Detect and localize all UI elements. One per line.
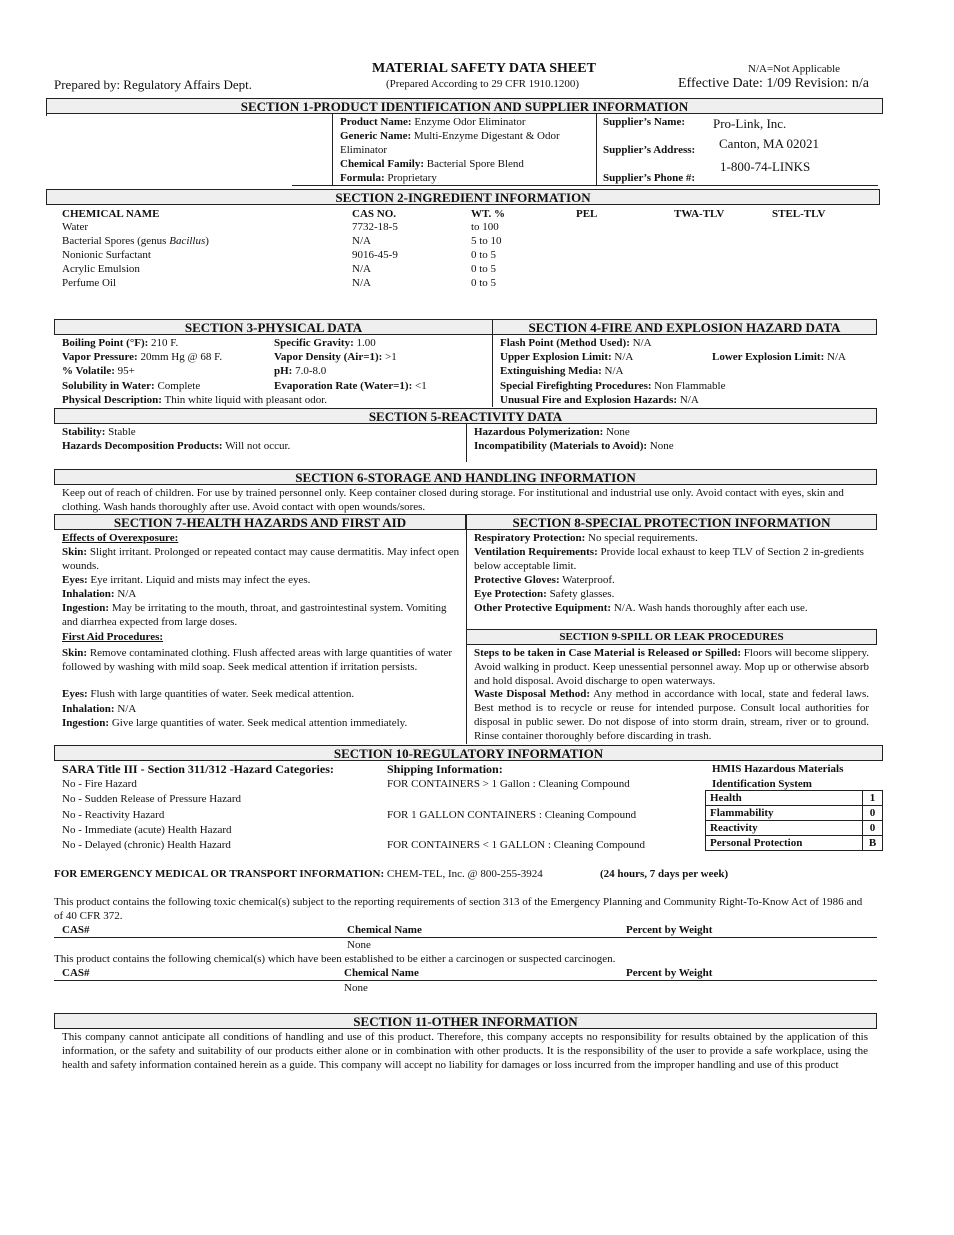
hazardous-polymerization: Hazardous Polymerization: None: [474, 426, 630, 438]
emergency-info: FOR EMERGENCY MEDICAL OR TRANSPORT INFORMATION: CHEM-TEL, Inc. @ 800-255-3924: [54, 868, 543, 880]
section-1-title: SECTION 1-PRODUCT IDENTIFICATION AND SUPPLIER INFORMATION: [46, 98, 883, 114]
supplier-name: Pro-Link, Inc.: [713, 116, 787, 131]
first-aid-heading: First Aid Procedures:: [62, 631, 164, 643]
sara-item: No - Reactivity Hazard: [62, 809, 165, 821]
ingredient-name: Acrylic Emulsion: [62, 263, 140, 275]
percent-header: Percent by Weight: [626, 967, 713, 979]
ingredient-wt: 5 to 10: [471, 235, 502, 247]
shipping-item: FOR 1 GALLON CONTAINERS : Cleaning Compound: [387, 809, 637, 821]
ingredient-cas: N/A: [352, 235, 371, 247]
divider: [54, 937, 877, 938]
boiling-point: Boiling Point (°F): 210 F.: [62, 337, 179, 349]
sara-heading: SARA Title III - Section 311/312 -Hazard Categories:: [62, 762, 334, 776]
first-aid-skin: Skin: Remove contaminated clothing. Flush affected areas with large quantities of water followed by washing with mild soap. Seek medical attention if irritation persists.: [62, 647, 453, 673]
supplier-address: Canton, MA 02021: [719, 136, 820, 151]
carcinogen-statement: This product contains the following chemical(s) which have been established to be either a carcinogen or suspected carcinogen.: [54, 953, 616, 965]
chemical-name-header: Chemical Name: [344, 967, 419, 979]
hmis-row: [706, 806, 883, 821]
specific-gravity: Specific Gravity: 1.00: [274, 337, 376, 349]
first-aid-eyes: Eyes: Flush with large quantities of water. Seek medical attention.: [62, 688, 355, 700]
hmis-value: 0: [863, 821, 883, 836]
spill-steps: Steps to be taken in Case Material is Released or Spilled: Floors will become slippery. Avoid walking in product. Keep unessential personnel away. Mop up or otherwise absorb and hold disposal. Avoid discharge to open waterways.: [474, 647, 869, 687]
col-pel: PEL: [576, 208, 598, 220]
effects-heading: Effects of Overexposure:: [62, 532, 179, 544]
ventilation: Ventilation Requirements: Provide local exhaust to keep TLV of Section 2 in-gredients below acceptable limit.: [474, 546, 864, 572]
hmis-label: Flammability: [706, 806, 863, 821]
upper-explosion-limit: Upper Explosion Limit: N/A: [500, 351, 634, 363]
stability: Stability: Stable: [62, 426, 136, 438]
respiratory-protection: Respiratory Protection: No special requirements.: [474, 532, 698, 544]
unusual-hazards: Unusual Fire and Explosion Hazards: N/A: [500, 394, 699, 406]
effective-date: Effective Date: 1/09 Revision: n/a: [678, 76, 870, 91]
lower-explosion-limit: Lower Explosion Limit: N/A: [712, 351, 846, 363]
ingredient-cas: 9016-45-9: [352, 249, 398, 261]
hmis-heading: HMIS Hazardous Materials: [712, 763, 844, 775]
ingredient-wt: 0 to 5: [471, 263, 497, 275]
ingredient-wt: 0 to 5: [471, 277, 497, 289]
col-twa: TWA-TLV: [674, 208, 725, 220]
divider: [596, 114, 597, 186]
special-firefighting: Special Firefighting Procedures: Non Flammable: [500, 380, 726, 392]
shipping-heading: Shipping Information:: [387, 762, 503, 776]
supplier-name-label: Supplier’s Name:: [603, 116, 685, 128]
toxic-statement: This product contains the following toxic chemical(s) subject to the reporting requirements of section 313 of the Emergency Planning and Community Right-To-Know Act of 1986 and of 40 CFR 372.: [54, 896, 863, 922]
divider: [466, 424, 467, 462]
effects-eyes: Eyes: Eye irritant. Liquid and mists may infect the eyes.: [62, 574, 311, 586]
hmis-value: 1: [863, 791, 883, 806]
protective-gloves: Protective Gloves: Waterproof.: [474, 574, 615, 586]
generic-name-cont: Eliminator: [340, 144, 388, 156]
hmis-row: [706, 791, 883, 806]
sara-item: No - Fire Hazard: [62, 778, 137, 790]
section-11-title: SECTION 11-OTHER INFORMATION: [54, 1013, 877, 1029]
toxic-none: None: [347, 939, 371, 951]
waste-disposal: Waste Disposal Method: Any method in accordance with local, state and federal laws. Best method is to recycle or reuse for intended purpose. Consult local authorities for disposal in public sewer. Do not dispose of into storm drain, stream, river or to ground. Rinse container thoroughly before discarding in trash.: [474, 688, 870, 742]
section-6-title: SECTION 6-STORAGE AND HANDLING INFORMATION: [54, 469, 877, 485]
cas-header: CAS#: [62, 924, 90, 936]
document-subtitle: (Prepared According to 29 CFR 1910.1200): [386, 78, 580, 90]
divider: [492, 335, 493, 407]
ingredient-wt: 0 to 5: [471, 249, 497, 261]
section-4-title: SECTION 4-FIRE AND EXPLOSION HAZARD DATA: [492, 319, 877, 335]
supplier-phone: 1-800-74-LINKS: [720, 159, 811, 174]
generic-name: Generic Name: Multi-Enzyme Digestant & Odor: [340, 130, 560, 142]
col-stel: STEL-TLV: [772, 208, 826, 220]
ingredient-cas: N/A: [352, 277, 371, 289]
col-chemical-name: CHEMICAL NAME: [62, 208, 160, 220]
extinguishing-media: Extinguishing Media: N/A: [500, 365, 624, 377]
hmis-label: Health: [706, 791, 863, 806]
ingredient-name: Water: [62, 221, 88, 233]
other-information-text: This company cannot anticipate all conditions of handling and use of this product. Therefore, this company accepts no responsibility for results obtained by the application of this information, or the safety and suitability of our products either alone or in combination with other products. It is the responsibility of the user to provide a safe workplace, using the health and safety information contained herein as a guide. This company will accept no liability for damages or loss incurred from the improper handling and use of this product: [62, 1031, 868, 1071]
hmis-value: 0: [863, 806, 883, 821]
physical-description: Physical Description: Thin white liquid with pleasant odor.: [62, 394, 328, 406]
shipping-item: FOR CONTAINERS < 1 GALLON : Cleaning Compound: [387, 839, 646, 851]
ingredient-cas: N/A: [352, 263, 371, 275]
section-2-title: SECTION 2-INGREDIENT INFORMATION: [46, 189, 880, 205]
vapor-pressure: Vapor Pressure: 20mm Hg @ 68 F.: [62, 351, 223, 363]
cas-header: CAS#: [62, 967, 90, 979]
ingredient-cas: 7732-18-5: [352, 221, 398, 233]
section-3-title: SECTION 3-PHYSICAL DATA: [54, 319, 493, 335]
storage-text: Keep out of reach of children. For use by trained personnel only. Keep container closed during storage. For institutional and industrial use only. Avoid contact with eyes, skin and clothing. Wash hands thoroughly after use. Avoid contact with open wounds/sores.: [62, 487, 844, 513]
section-5-title: SECTION 5-REACTIVITY DATA: [54, 408, 877, 424]
flash-point: Flash Point (Method Used): N/A: [500, 337, 652, 349]
product-name: Product Name: Enzyme Odor Eliminator: [340, 116, 526, 128]
decomposition-products: Hazards Decomposition Products: Will not occur.: [62, 440, 291, 452]
eye-protection: Eye Protection: Safety glasses.: [474, 588, 615, 600]
effects-skin: Skin: Slight irritant. Prolonged or repeated contact may cause dermatitis. May infect open wounds.: [62, 546, 460, 572]
ph: pH: 7.0-8.0: [274, 365, 327, 377]
document-title: MATERIAL SAFETY DATA SHEET: [372, 61, 596, 76]
emergency-hours: (24 hours, 7 days per week): [600, 868, 729, 880]
divider: [46, 114, 47, 116]
ingredient-name: Perfume Oil: [62, 277, 117, 289]
sara-item: No - Immediate (acute) Health Hazard: [62, 824, 232, 836]
supplier-address-label: Supplier’s Address:: [603, 144, 696, 156]
volatile: % Volatile: 95+: [62, 365, 135, 377]
na-note: N/A=Not Applicable: [748, 63, 841, 75]
hmis-value: B: [863, 836, 883, 851]
sara-item: No - Sudden Release of Pressure Hazard: [62, 793, 241, 805]
hmis-label: Personal Protection: [706, 836, 863, 851]
solubility: Solubility in Water: Complete: [62, 380, 201, 392]
divider: [332, 114, 333, 186]
section-7-title: SECTION 7-HEALTH HAZARDS AND FIRST AID: [54, 514, 466, 530]
hmis-label: Reactivity: [706, 821, 863, 836]
chemical-family: Chemical Family: Bacterial Spore Blend: [340, 158, 524, 170]
sara-item: No - Delayed (chronic) Health Hazard: [62, 839, 231, 851]
ingredient-wt: to 100: [471, 221, 499, 233]
ingredient-name: Bacterial Spores (genus Bacillus): [62, 235, 209, 247]
evaporation-rate: Evaporation Rate (Water=1): <1: [274, 380, 427, 392]
section-10-title: SECTION 10-REGULATORY INFORMATION: [54, 745, 883, 761]
divider: [292, 185, 878, 186]
first-aid-ingestion: Ingestion: Give large quantities of water. Seek medical attention immediately.: [62, 717, 408, 729]
effects-inhalation: Inhalation: N/A: [62, 588, 137, 600]
other-equipment: Other Protective Equipment: N/A. Wash hands thoroughly after each use.: [474, 602, 808, 614]
formula: Formula: Proprietary: [340, 172, 437, 184]
hmis-row: [706, 821, 883, 836]
percent-header: Percent by Weight: [626, 924, 713, 936]
incompatibility: Incompatibility (Materials to Avoid): None: [474, 440, 674, 452]
col-cas: CAS NO.: [352, 208, 397, 220]
hmis-heading-2: Identification System: [712, 778, 812, 790]
supplier-phone-label: Supplier’s Phone #:: [603, 172, 696, 184]
shipping-item: FOR CONTAINERS > 1 Gallon : Cleaning Compound: [387, 778, 630, 790]
prepared-by: Prepared by: Regulatory Affairs Dept.: [54, 77, 252, 92]
first-aid-inhalation: Inhalation: N/A: [62, 703, 137, 715]
section-8-title: SECTION 8-SPECIAL PROTECTION INFORMATION: [466, 514, 877, 530]
hmis-row: [706, 836, 883, 851]
section-9-title: SECTION 9-SPILL OR LEAK PROCEDURES: [466, 629, 877, 645]
chemical-name-header: Chemical Name: [347, 924, 422, 936]
vapor-density: Vapor Density (Air=1): >1: [274, 351, 397, 363]
divider: [54, 980, 877, 981]
carcinogen-none: None: [344, 982, 368, 994]
hmis-table: [705, 790, 883, 851]
ingredient-name: Nonionic Surfactant: [62, 249, 151, 261]
effects-ingestion: Ingestion: May be irritating to the mouth, throat, and gastrointestinal system. Vomiting and diarrhea expected from large doses.: [62, 602, 447, 628]
col-wt: WT. %: [471, 208, 506, 220]
